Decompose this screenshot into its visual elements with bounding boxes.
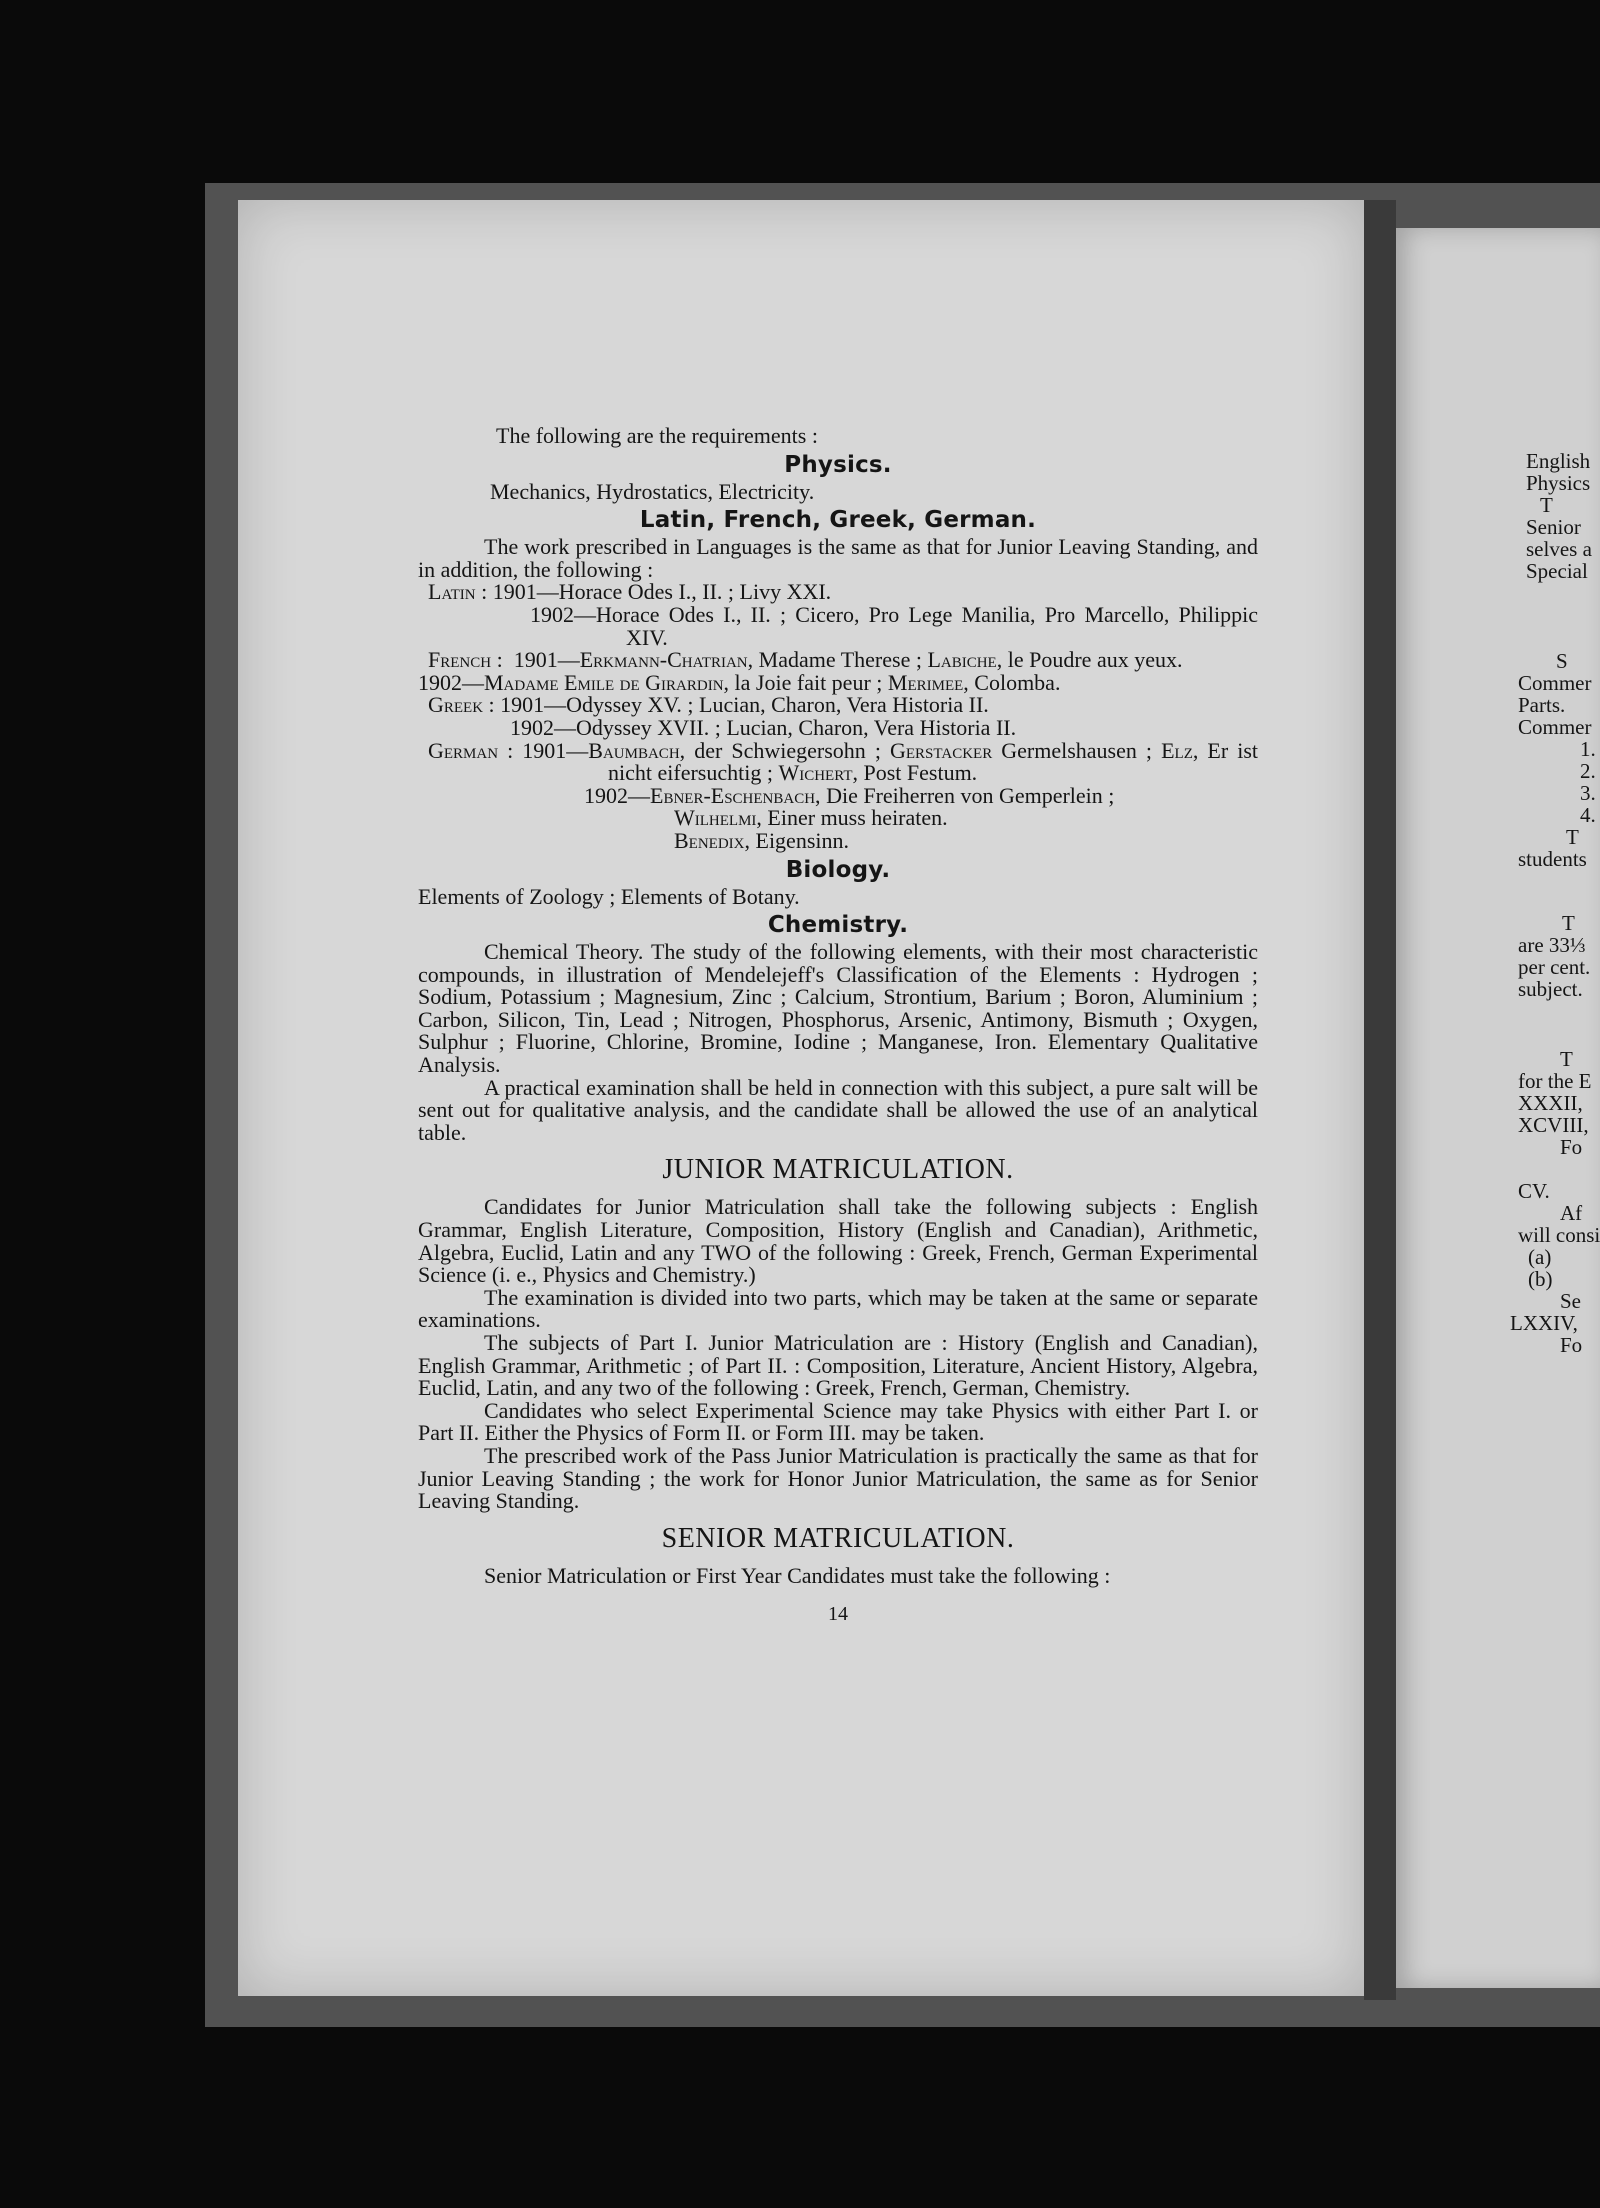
facing-page-fragment: 1. [1580,737,1596,761]
french-1901: French : 1901—Erkmann-Chatrian, Madame Therese ; Labiche, le Poudre aux yeux. [428,647,1183,673]
page-text [418,425,1258,1626]
facing-page-fragment: T [1566,825,1579,849]
facing-page-fragment: 4. [1580,803,1596,827]
languages-heading: Latin, French, Greek, German. [639,507,1037,534]
facing-page-fragment: CV. [1518,1179,1550,1203]
facing-page-fragment: Physics [1526,471,1591,495]
facing-page-fragment: Parts. [1518,693,1566,717]
facing-page-fragment: T [1562,911,1575,935]
facing-page-fragment: 3. [1580,781,1596,805]
german-1902-wilhelmi: Wilhelmi, Einer muss heiraten. [674,805,948,831]
biology-heading: Biology. [785,856,891,883]
facing-page-fragment: XCVIII, [1518,1113,1589,1137]
languages-intro: The work prescribed in Languages is the same as that for Junior Leaving Standing, and in addition, the following : [418,534,1258,582]
latin-1901: Latin : 1901—Horace Odes I., II. ; Livy XXI. [428,579,832,605]
facing-page-fragment: (b) [1528,1267,1553,1291]
greek-1901: Greek : 1901—Odyssey XV. ; Lucian, Charon, Vera Historia II. [428,692,989,718]
facing-page-fragment: Senior [1526,515,1581,539]
facing-page-fragment: Fo [1560,1135,1583,1159]
junior-p1: Candidates for Junior Matriculation shall take the following subjects : English Grammar, English Literature, Composition, History (English and Canadian), Arithmetic, Algebra, Euclid, Latin and any TWO of the following : Greek, French, German Experimental Science (i. e., Physics and Chemistry.) [418,1194,1258,1288]
german-1901: German : 1901—Baumbach, der Schwiegersohn ; Gerstacker Germelshausen ; Elz, Er ist nicht eifersuchtig ; Wichert, Post Festum. [428,737,1259,786]
facing-page-fragment: Special [1526,559,1588,583]
facing-page-fragment: selves a [1526,537,1592,561]
chemistry-p2: A practical examination shall be held in connection with this subject, a pure salt will be sent out for qualitative analysis, and the candidate shall be allowed the use of an analytical table. [418,1074,1258,1145]
chemistry-p1: Chemical Theory. The study of the following elements, with their most characteristic compounds, in illustration of Mendelejeff's Classification of the Elements : Hydrogen ; Sodium, Potassium ; Magnesium, Zinc ; Calcium, Strontium, Barium ; Boron, Aluminium ; Carbon, Silicon, Tin, Lead ; Nitrogen, Phosphorus, Arsenic, Antimony, Bismuth ; Oxygen, Sulphur ; Fluorine, Chlorine, Bromine, Iodine ; Manganese, Iron. Elementary Qualitative Analysis. [418,939,1258,1078]
facing-page-fragment: subject. [1518,977,1583,1001]
facing-page-fragment: T [1560,1047,1573,1071]
facing-page-fragment: English [1526,449,1591,473]
facing-page-fragment: (a) [1528,1245,1552,1269]
latin-label: Latin : [428,579,488,605]
facing-page-fragment: students [1518,847,1587,871]
greek-1902: 1902—Odyssey XVII. ; Lucian, Charon, Vera Historia II. [510,714,1017,740]
facing-page-fragment: for the E [1518,1069,1592,1093]
biology-text: Elements of Zoology ; Elements of Botany. [418,883,800,909]
facing-page-fragment: Commer [1518,715,1592,739]
physics-text: Mechanics, Hydrostatics, Electricity. [490,478,815,504]
book-gutter [1364,200,1396,2000]
chemistry-heading: Chemistry. [767,912,909,939]
intro-line: The following are the requirements : [496,423,818,448]
facing-page-fragment: Fo [1560,1333,1583,1357]
junior-p3: The subjects of Part I. Junior Matriculation are : History (English and Canadian), English Grammar, Arithmetic ; of Part II. : Composition, Literature, Ancient History, Algebra, Euclid, Latin, and any two of the following : Greek, French, German, Chemistry. [418,1330,1258,1401]
facing-page-fragment: Af [1560,1201,1583,1225]
junior-p5: The prescribed work of the Pass Junior Matriculation is practically the same as that for Junior Leaving Standing ; the work for Honor Junior Matriculation, the same as for Senior Leaving Standing. [418,1442,1258,1514]
facing-page-fragment: XXXII, [1518,1091,1583,1115]
french-1902: 1902—Madame Emile de Girardin, la Joie fait peur ; Merimee, Colomba. [418,669,1061,695]
facing-page-fragment: are 33⅓ [1518,933,1586,957]
junior-p2: The examination is divided into two parts, which may be taken at the same or separate examinations. [418,1284,1258,1333]
facing-page-fragment: LXXIV, [1510,1311,1578,1335]
senior-p1: Senior Matriculation or First Year Candidates must take the following : [484,1562,1111,1588]
german-1902-benedix: Benedix, Eigensinn. [674,827,849,853]
greek-label: Greek : [428,692,495,718]
page-number: 14 [828,1603,848,1626]
facing-page-fragment: will consi [1518,1223,1600,1247]
junior-heading: JUNIOR MATRICULATION. [662,1154,1014,1186]
french-label: French : [428,647,503,673]
physics-heading: Physics. [784,451,892,478]
facing-page-fragment: 2. [1580,759,1596,783]
facing-page-fragment: S [1556,649,1568,673]
german-label: German : [428,737,514,763]
junior-p4: Candidates who select Experimental Science may take Physics with either Part I. or Part II. Either the Physics of Form II. or Form III. may be taken. [418,1397,1258,1446]
facing-page-fragment: Se [1560,1289,1581,1313]
facing-page-fragment: per cent. [1518,955,1591,979]
facing-page-fragment: T [1540,493,1553,517]
latin-1902: 1902—Horace Odes I., II. ; Cicero, Pro Lege Manilia, Pro Marcello, Philippic XIV. [530,601,1258,650]
facing-page-fragment: Commer [1518,671,1592,695]
senior-heading: SENIOR MATRICULATION. [661,1522,1015,1554]
german-1902: 1902—Ebner-Eschenbach, Die Freiherren von Gemperlein ; [584,782,1115,808]
